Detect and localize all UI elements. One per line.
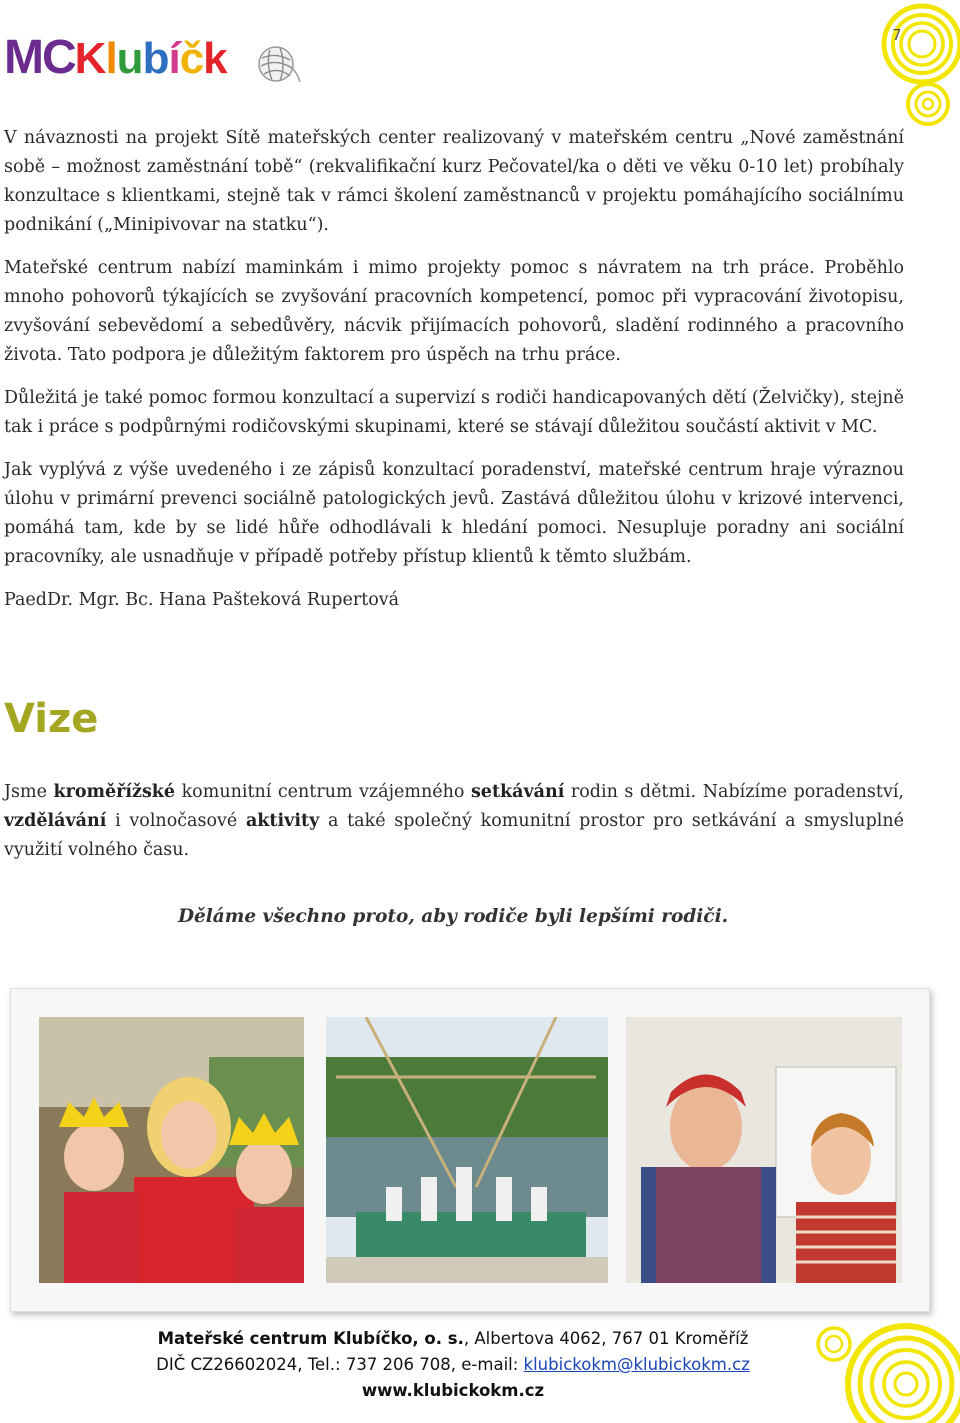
footer-address: Mateřské centrum Klubíčko, o. s., Albertova 4062, 767 01 Kroměříž <box>157 1329 749 1348</box>
author-signature: PaedDr. Mgr. Bc. Hana Pašteková Rupertová <box>4 590 400 610</box>
website-link[interactable]: www.klubickokm.cz <box>361 1381 545 1400</box>
paragraph-3: Důležitá je také pomoc formou konzultací a supervizí s rodiči handicapovaných dětí (Želvičky), stejně tak i práce s podpůrnými rodičovskými skupinami, které se stávají důležitou součástí aktivit v MC. <box>4 388 904 437</box>
email-link[interactable]: klubickokm@klubickokm.cz <box>523 1355 750 1374</box>
paragraph-2: Mateřské centrum nabízí maminkám i mimo projekty pomoc s návratem na trh práce. Proběhlo mnoho pohovorů týkajících se zvyšování pracovních kompetencí, pomoc při vypracování životopisu, zvyšování sebevědomí a sebedůvěry, nácvik přijímacích pohovorů, sladění rodinného a pracovního života. Tato podpora je důležitým faktorem pro úspěch na trhu práce. <box>4 258 904 365</box>
body-text <box>4 124 904 629</box>
logo-letter: k <box>203 34 227 83</box>
decorative-rings-top <box>850 0 960 130</box>
logo-mc: MC <box>4 31 75 84</box>
logo-klubicko <box>74 34 227 83</box>
photo-group-raft <box>326 1017 608 1283</box>
photo-two-women <box>626 1017 902 1283</box>
page-number: 7 <box>892 26 902 44</box>
decorative-rings-bottom <box>810 1308 960 1423</box>
photo-children-with-mother <box>39 1017 304 1283</box>
paragraph-4: Jak vyplývá z výše uvedeného i ze zápisů konzultací poradenství, mateřské centrum hraje výraznou úlohu v primární prevenci sociálně patologických jevů. Zastává důležitou úlohu v krizové intervenci, pomáhá tam, kde by se lidé hůře odhodlávali k hledání pomoci. Nesupluje poradny ani sociální pracovníky, ale usnadňuje v případě potřeby přístup klientů k těmto službám. <box>4 460 904 567</box>
logo <box>4 30 304 88</box>
footer-contact: DIČ CZ26602024, Tel.: 737 206 708, e-mail: klubickokm@klubickokm.cz <box>156 1355 750 1374</box>
footer <box>0 1326 906 1404</box>
logo-letter: í <box>168 34 180 83</box>
vize-paragraph: Jsme kroměřížské komunitní centrum vzájemného setkávání rodin s dětmi. Nabízíme poradenství, vzdělávání i volnočasové aktivity a také společný komunitní prostor pro setkávání a smysluplné využití volného času. <box>4 782 904 860</box>
paragraph-1: V návaznosti na projekt Sítě mateřských center realizovaný v mateřském centru „Nové zaměstnání sobě – možnost zaměstnání tobě“ (rekvalifikační kurz Pečovatel/ka o děti ve věku 0-10 let) probíhaly konzultace s klientkami, stejně tak v rámci školení zaměstnanců v projektu pomáhajícího sociálnímu podnikání („Minipivovar na statku“). <box>4 128 904 235</box>
logo-letter: l <box>105 34 117 83</box>
photo-collage <box>10 988 930 1312</box>
logo-letter: K <box>74 34 106 83</box>
logo-letter: b <box>142 34 169 83</box>
logo-letter: u <box>116 34 143 83</box>
section-heading-vize: Vize <box>4 696 99 742</box>
yarn-ball-icon <box>256 44 302 84</box>
logo-letter: č <box>179 34 204 83</box>
motto: Děláme všechno proto, aby rodiče byli lepšími rodiči. <box>177 906 729 927</box>
